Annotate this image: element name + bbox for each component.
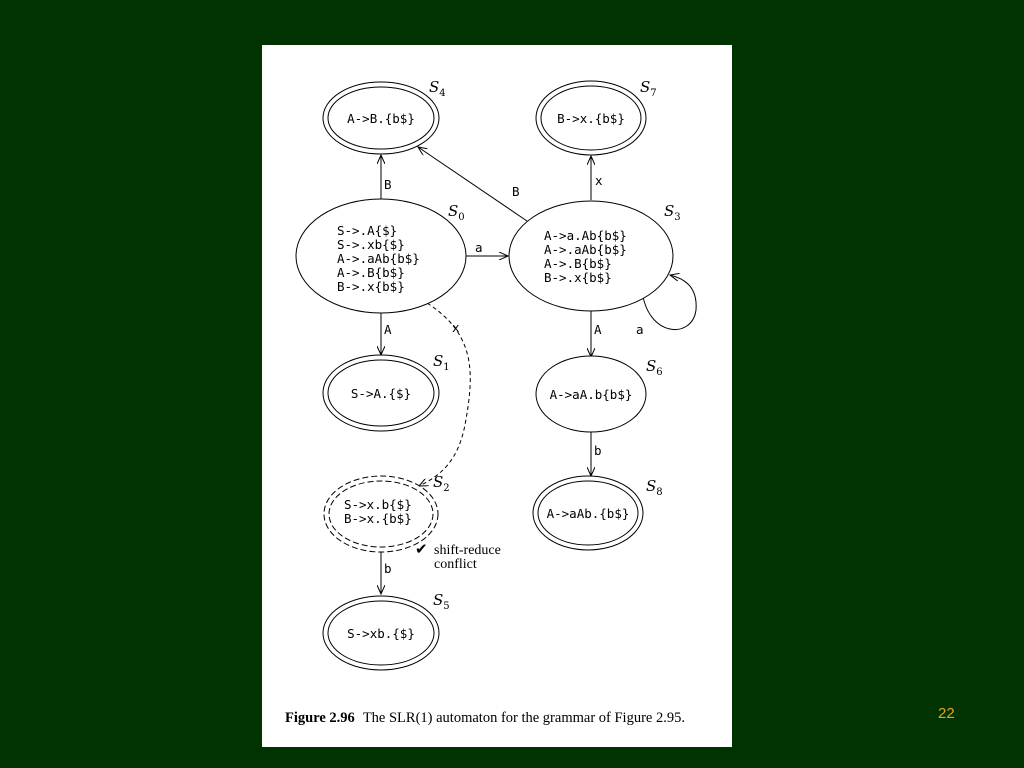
edge-label-s2-s5: b — [384, 561, 392, 576]
state-name-s0: $S_0$ — [448, 202, 465, 223]
edge-label-s3-s7: x — [595, 173, 603, 188]
state-name-s5: $S_5$ — [433, 591, 450, 612]
s0-item: S->.xb{$} — [337, 237, 405, 252]
state-name-s3: $S_3$ — [664, 202, 681, 223]
s2-item: B->x.{b$} — [344, 511, 412, 526]
edge-label-s0-s2: x — [452, 320, 460, 335]
edge-label-s0-s3: a — [475, 240, 483, 255]
s0-item: A->.B{b$} — [337, 265, 405, 280]
s2-item: S->x.b{$} — [344, 497, 412, 512]
state-name-s6: $S_6$ — [646, 357, 663, 378]
figure-caption: Figure 2.96 The SLR(1) automaton for the grammar of Figure 2.95. — [285, 710, 685, 726]
edge-label-s6-s8: b — [594, 443, 602, 458]
conflict-note-line1: shift-reduce — [434, 543, 501, 558]
figure-panel — [262, 45, 732, 747]
edge-label-s0-s1: A — [384, 322, 392, 337]
s0-item: B->.x{b$} — [337, 279, 405, 294]
slide-number: 22 — [938, 705, 955, 722]
s3-item: A->a.Ab{b$} — [544, 228, 627, 243]
s0-item: S->.A{$} — [337, 223, 398, 238]
edge-label-s3-s6: A — [594, 322, 602, 337]
s3-item: A->.aAb{b$} — [544, 242, 627, 257]
state-name-s2: $S_2$ — [433, 473, 450, 494]
state-name-s7: $S_7$ — [640, 78, 657, 99]
checkmark-icon: ✔ — [415, 540, 428, 558]
s5-item: S->xb.{$} — [347, 626, 415, 641]
s6-item: A->aA.b{b$} — [549, 387, 633, 402]
s3-item: A->.B{b$} — [544, 256, 612, 271]
edge-s3-s4 — [418, 147, 527, 221]
s7-item: B->x.{b$} — [557, 111, 625, 126]
state-name-s8: $S_8$ — [646, 477, 663, 498]
s4-item: A->B.{b$} — [347, 111, 415, 126]
edge-label-s3-s4: B — [512, 184, 520, 199]
slr-automaton-diagram — [262, 45, 732, 747]
s0-item: A->.aAb{b$} — [337, 251, 420, 266]
state-name-s4: $S_4$ — [429, 78, 446, 99]
edge-label-s3-self: a — [636, 322, 644, 337]
s8-item: A->aAb.{b$} — [546, 506, 630, 521]
state-name-s1: $S_1$ — [433, 352, 450, 373]
s3-item: B->.x{b$} — [544, 270, 612, 285]
s1-item: S->A.{$} — [350, 386, 412, 401]
conflict-note-line2: conflict — [434, 557, 477, 572]
edge-label-s0-s4: B — [384, 177, 392, 192]
